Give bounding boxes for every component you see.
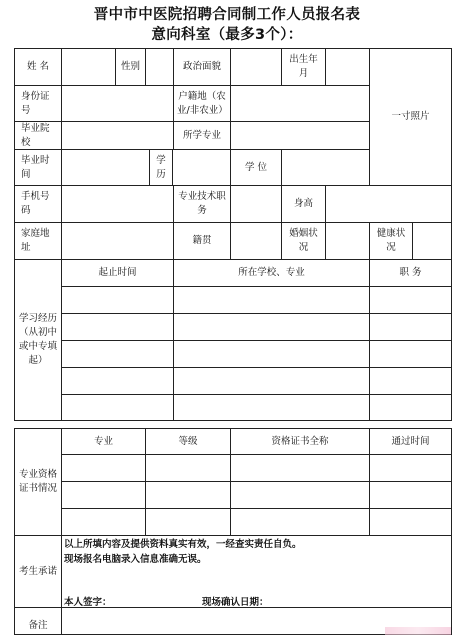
- cert-row-1-date[interactable]: [369, 454, 452, 482]
- study-row-4-position[interactable]: [369, 367, 452, 395]
- label-certificates: 专业资格证书情况: [14, 428, 62, 536]
- value-id-card[interactable]: [61, 85, 174, 122]
- form-title: 晋中市中医院招聘合同制工作人员报名表: [93, 7, 361, 23]
- value-hukou[interactable]: [230, 85, 370, 122]
- study-row-4-time[interactable]: [61, 367, 174, 395]
- value-education[interactable]: [172, 149, 231, 186]
- label-degree: 学 位: [230, 149, 282, 186]
- label-birth: 出生年月: [281, 48, 326, 86]
- pledge-line-2: 现场报名电脑录入信息准确无误。: [64, 554, 207, 565]
- value-health[interactable]: [412, 222, 452, 260]
- label-education: 学历: [149, 149, 173, 186]
- label-marital: 婚姻状况: [281, 222, 326, 260]
- value-birth[interactable]: [325, 48, 370, 86]
- value-major[interactable]: [230, 121, 370, 150]
- label-remarks: 备注: [14, 607, 62, 635]
- cert-row-2-major[interactable]: [61, 481, 146, 509]
- value-professional-title[interactable]: [230, 185, 282, 223]
- label-grad-time: 毕业时间: [14, 149, 62, 186]
- confirm-date-label[interactable]: 现场确认日期：: [202, 597, 269, 608]
- study-row-2-position[interactable]: [369, 313, 452, 341]
- pledge-line-1: 以上所填内容及提供资料真实有效，一经查实责任自负。: [64, 539, 302, 550]
- study-row-3-position[interactable]: [369, 340, 452, 368]
- header-cert-name: 资格证书全称: [230, 428, 370, 455]
- cert-row-3-level[interactable]: [145, 508, 231, 536]
- header-study-position: 职 务: [369, 259, 452, 287]
- pledge-text: [64, 537, 449, 567]
- value-marital[interactable]: [325, 222, 370, 260]
- study-row-2-time[interactable]: [61, 313, 174, 341]
- cert-row-2-date[interactable]: [369, 481, 452, 509]
- label-height: 身高: [281, 185, 326, 223]
- cert-row-1-name[interactable]: [230, 454, 370, 482]
- study-row-1-time[interactable]: [61, 286, 174, 314]
- value-height[interactable]: [325, 185, 452, 223]
- value-name[interactable]: [61, 48, 116, 86]
- cert-row-3-name[interactable]: [230, 508, 370, 536]
- label-id-card: 身份证号: [14, 85, 62, 122]
- study-row-1-position[interactable]: [369, 286, 452, 314]
- value-address[interactable]: [61, 222, 174, 260]
- label-health: 健康状况: [369, 222, 413, 260]
- label-major: 所学专业: [173, 121, 231, 150]
- label-name: 姓 名: [14, 48, 62, 86]
- label-professional-title: 专业技术职务: [173, 185, 231, 223]
- label-hukou: 户籍地（农业/非农业）: [173, 85, 231, 122]
- cert-row-3-major[interactable]: [61, 508, 146, 536]
- watermark-strip: [385, 627, 451, 635]
- study-row-5-time[interactable]: [61, 394, 174, 421]
- signature-label[interactable]: 本人签字：: [64, 597, 112, 608]
- label-pledge: 考生承诺: [14, 535, 62, 608]
- form-subtitle: 意向科室（最多3个）：: [151, 27, 303, 43]
- value-grad-time[interactable]: [61, 149, 150, 186]
- label-study-history: 学习经历（从初中或中专填起）: [14, 259, 62, 421]
- study-row-4-school[interactable]: [173, 367, 370, 395]
- label-gender: 性别: [115, 48, 146, 86]
- value-phone[interactable]: [61, 185, 174, 223]
- header-cert-level: 等级: [145, 428, 231, 455]
- study-row-1-school[interactable]: [173, 286, 370, 314]
- study-row-2-school[interactable]: [173, 313, 370, 341]
- cert-row-1-major[interactable]: [61, 454, 146, 482]
- cert-row-2-level[interactable]: [145, 481, 231, 509]
- value-degree[interactable]: [281, 149, 370, 186]
- header-study-time: 起止时间: [61, 259, 174, 287]
- value-gender[interactable]: [145, 48, 174, 86]
- label-address: 家庭地址: [14, 222, 62, 260]
- study-row-3-school[interactable]: [173, 340, 370, 368]
- cert-row-3-date[interactable]: [369, 508, 452, 536]
- value-school[interactable]: [61, 121, 174, 150]
- label-school: 毕业院校: [14, 121, 62, 150]
- header-cert-major: 专业: [61, 428, 146, 455]
- label-phone: 手机号码: [14, 185, 62, 223]
- label-native: 籍贯: [173, 222, 231, 260]
- value-politics[interactable]: [230, 48, 282, 86]
- value-native[interactable]: [230, 222, 282, 260]
- photo-box[interactable]: 一寸照片: [369, 48, 452, 186]
- study-row-5-position[interactable]: [369, 394, 452, 421]
- cert-row-1-level[interactable]: [145, 454, 231, 482]
- study-row-5-school[interactable]: [173, 394, 370, 421]
- cert-row-2-name[interactable]: [230, 481, 370, 509]
- header-cert-date: 通过时间: [369, 428, 452, 455]
- header-study-school: 所在学校、专业: [173, 259, 370, 287]
- label-politics: 政治面貌: [173, 48, 231, 86]
- study-row-3-time[interactable]: [61, 340, 174, 368]
